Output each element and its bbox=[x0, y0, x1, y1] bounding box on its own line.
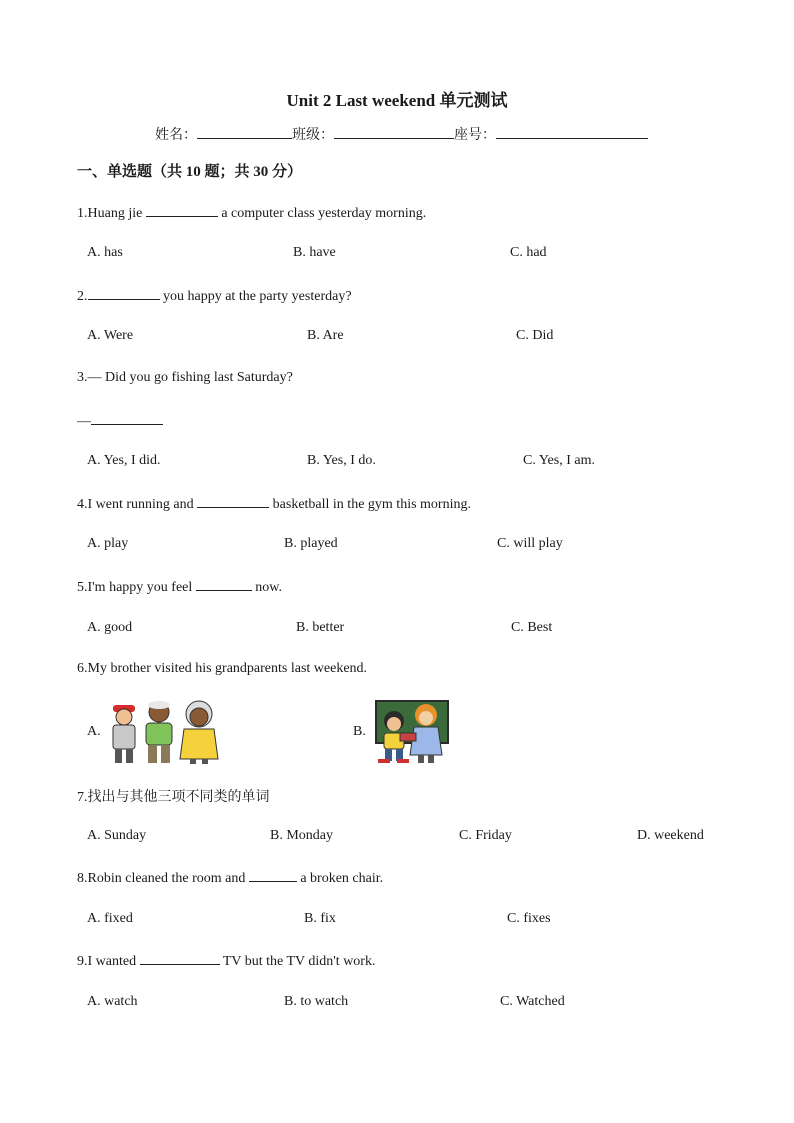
option-c[interactable]: C. Friday bbox=[459, 828, 512, 843]
option-a[interactable]: A. has bbox=[87, 245, 123, 260]
question-text: 8.Robin cleaned the room and bbox=[77, 871, 249, 886]
option-b[interactable]: B. Yes, I do. bbox=[307, 453, 376, 468]
question-text: 1.Huang jie bbox=[77, 206, 146, 221]
option-a[interactable]: A. bbox=[87, 724, 101, 739]
question-text: a computer class yesterday morning. bbox=[217, 206, 427, 221]
option-a[interactable]: A. Sunday bbox=[87, 828, 147, 843]
seat-field[interactable] bbox=[496, 124, 648, 139]
answer-blank[interactable] bbox=[91, 412, 163, 425]
question-text: 4.I went running and bbox=[77, 497, 198, 512]
name-label: 姓名： bbox=[155, 128, 197, 143]
option-c[interactable]: C. Yes, I am. bbox=[523, 453, 595, 468]
question-3: 3.— Did you go fishing last Saturday? bbox=[77, 370, 293, 385]
option-c[interactable]: C. fixes bbox=[507, 911, 551, 926]
question-1 bbox=[77, 204, 426, 222]
option-a[interactable]: A. Yes, I did. bbox=[87, 453, 161, 468]
option-c[interactable]: C. had bbox=[510, 245, 547, 260]
option-b[interactable]: B. have bbox=[293, 245, 336, 260]
question-2 bbox=[77, 287, 352, 305]
family-picture[interactable] bbox=[104, 697, 222, 765]
option-b[interactable]: B. bbox=[353, 724, 366, 739]
answer-blank[interactable] bbox=[196, 578, 252, 591]
option-a[interactable]: A. good bbox=[87, 620, 133, 635]
option-b[interactable]: B. played bbox=[284, 536, 338, 551]
question-text: basketball in the gym this morning. bbox=[269, 497, 471, 512]
option-b[interactable]: B. Are bbox=[307, 328, 344, 343]
name-field[interactable] bbox=[197, 124, 292, 139]
question-text: 9.I wanted bbox=[77, 954, 140, 969]
answer-blank[interactable] bbox=[140, 952, 220, 965]
option-a[interactable]: A. Were bbox=[87, 328, 134, 343]
question-9 bbox=[77, 952, 375, 970]
question-4 bbox=[77, 495, 471, 513]
section-title: 一、单选题（共 10 题；共 30 分） bbox=[77, 164, 303, 180]
answer-blank[interactable] bbox=[88, 287, 160, 300]
seat-label: 座号： bbox=[454, 128, 496, 143]
option-b[interactable]: B. Monday bbox=[270, 828, 333, 843]
answer-blank[interactable] bbox=[146, 204, 218, 217]
option-d[interactable]: D. weekend bbox=[637, 828, 704, 843]
question-text: TV but the TV didn't work. bbox=[219, 954, 376, 969]
option-a[interactable]: A. play bbox=[87, 536, 129, 551]
classroom-picture[interactable] bbox=[370, 697, 450, 765]
question-text: now. bbox=[251, 580, 282, 595]
answer-blank[interactable] bbox=[249, 869, 297, 882]
option-a[interactable]: A. fixed bbox=[87, 911, 133, 926]
class-label: 班级： bbox=[292, 128, 334, 143]
option-b[interactable]: B. better bbox=[296, 620, 345, 635]
question-text: 2. bbox=[77, 289, 88, 304]
class-field[interactable] bbox=[334, 124, 454, 139]
question-7: 7.找出与其他三项不同类的单词 bbox=[77, 790, 270, 805]
option-c[interactable]: C. will play bbox=[497, 536, 563, 551]
answer-line bbox=[77, 412, 163, 430]
option-a[interactable]: A. watch bbox=[87, 994, 138, 1009]
grandfather-figure bbox=[146, 701, 172, 763]
question-6: 6.My brother visited his grandparents last weekend. bbox=[77, 661, 368, 676]
option-c[interactable]: C. Did bbox=[516, 328, 554, 343]
option-c[interactable]: C. Watched bbox=[500, 994, 565, 1009]
option-b[interactable]: B. fix bbox=[304, 911, 336, 926]
answer-blank[interactable] bbox=[197, 495, 269, 508]
question-text: a broken chair. bbox=[296, 871, 384, 886]
dash: — bbox=[77, 414, 91, 429]
option-b[interactable]: B. to watch bbox=[284, 994, 349, 1009]
boy-figure bbox=[113, 705, 135, 763]
question-text: 5.I'm happy you feel bbox=[77, 580, 196, 595]
option-c[interactable]: C. Best bbox=[511, 620, 553, 635]
grandmother-figure bbox=[180, 701, 218, 764]
question-5 bbox=[77, 578, 282, 596]
question-8 bbox=[77, 869, 383, 887]
page-title: Unit 2 Last weekend 单元测试 bbox=[286, 91, 508, 110]
question-text: you happy at the party yesterday? bbox=[159, 289, 352, 304]
student-info-row bbox=[155, 124, 648, 144]
